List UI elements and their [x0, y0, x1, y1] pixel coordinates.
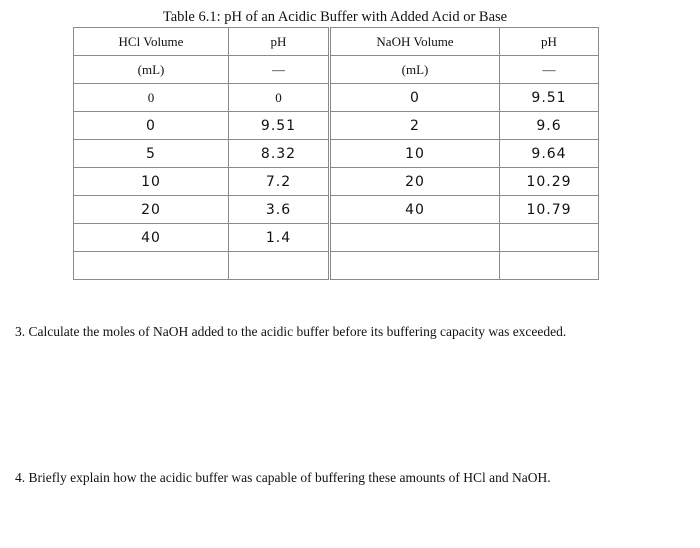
table-row: [74, 84, 599, 112]
handwritten-cell: 20: [74, 196, 229, 224]
handwritten-cell: 10: [330, 140, 500, 168]
table-cell: [229, 252, 330, 280]
header-naoh-volume: NaOH Volume: [330, 28, 500, 56]
handwritten-cell: 0: [330, 84, 500, 112]
handwritten-cell: 5: [74, 140, 229, 168]
table-cell: 0: [74, 84, 229, 112]
table-caption: Table 6.1: pH of an Acidic Buffer with Added Acid or Base: [162, 9, 508, 25]
table-row: [74, 252, 599, 280]
handwritten-cell: 10.29: [500, 168, 599, 196]
header-hcl-volume: HCl Volume: [74, 28, 229, 56]
handwritten-cell: 7.2: [229, 168, 330, 196]
table-cell: [330, 252, 500, 280]
handwritten-cell: 20: [330, 168, 500, 196]
unit-cell: (mL): [74, 56, 229, 84]
table-cell: [500, 224, 599, 252]
question-4: 4. Briefly explain how the acidic buffer was capable of buffering these amounts of HCl and NaOH.: [15, 470, 551, 485]
unit-cell: —: [500, 56, 599, 84]
handwritten-cell: 9.51: [229, 112, 330, 140]
handwritten-cell: 2: [330, 112, 500, 140]
table-row: [74, 224, 599, 252]
buffer-ph-table: [73, 27, 599, 280]
table-cell: [330, 224, 500, 252]
unit-cell: (mL): [330, 56, 500, 84]
handwritten-cell: 40: [74, 224, 229, 252]
units-row: [74, 56, 599, 84]
table-row: [74, 196, 599, 224]
table-cell: [74, 252, 229, 280]
handwritten-cell: 40: [330, 196, 500, 224]
header-row: [74, 28, 599, 56]
handwritten-cell: 9.64: [500, 140, 599, 168]
unit-cell: —: [229, 56, 330, 84]
handwritten-cell: 10: [74, 168, 229, 196]
table-cell: [500, 252, 599, 280]
header-ph-acid: pH: [229, 28, 330, 56]
handwritten-cell: 8.32: [229, 140, 330, 168]
handwritten-cell: 9.51: [500, 84, 599, 112]
handwritten-cell: 9.6: [500, 112, 599, 140]
handwritten-cell: 0: [74, 112, 229, 140]
header-ph-base: pH: [500, 28, 599, 56]
table-row: [74, 112, 599, 140]
table-cell: 0: [229, 84, 330, 112]
handwritten-cell: 1.4: [229, 224, 330, 252]
question-3: 3. Calculate the moles of NaOH added to the acidic buffer before its buffering capacity was exceeded.: [15, 324, 567, 339]
handwritten-cell: 3.6: [229, 196, 330, 224]
handwritten-cell: 10.79: [500, 196, 599, 224]
table-row: [74, 140, 599, 168]
table-row: [74, 168, 599, 196]
